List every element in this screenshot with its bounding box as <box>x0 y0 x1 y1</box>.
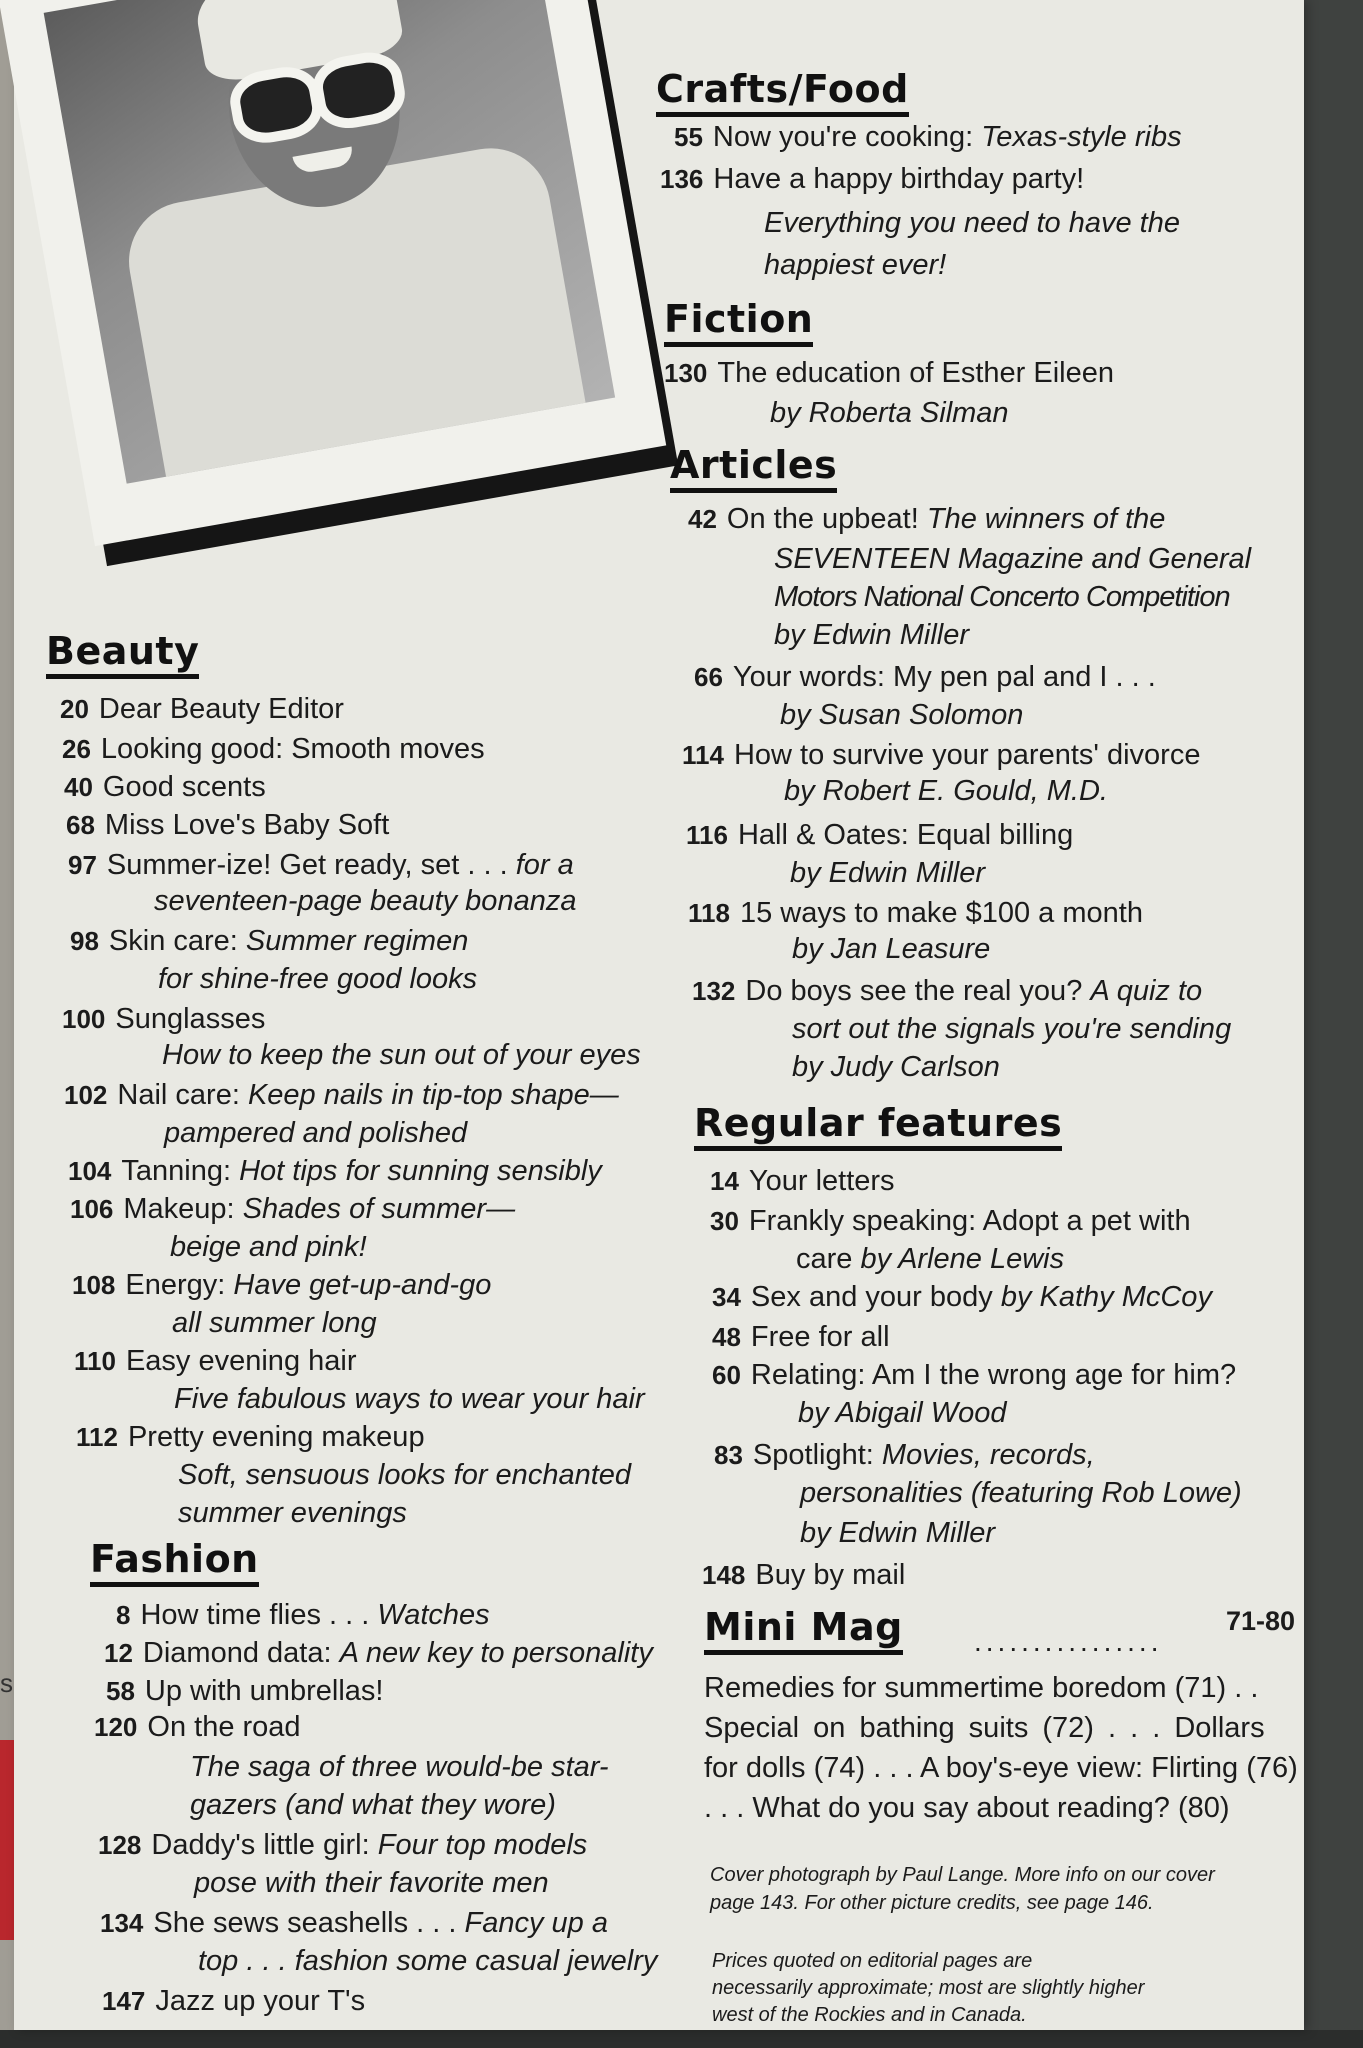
page-number: 147 <box>102 1986 146 2016</box>
mini-mag-line: for dolls (74) . . . A boy's-eye view: Flirting (76) <box>704 1752 1298 1784</box>
entry-desc: Have get-up-and-go <box>233 1269 492 1301</box>
entry-author: by Judy Carlson <box>792 1051 1000 1083</box>
leader-dots: ................ <box>974 1626 1163 1657</box>
toc-entry[interactable] <box>702 1556 905 1594</box>
entry-desc: Five fabulous ways to wear your hair <box>174 1383 645 1415</box>
cover-credit: Cover photograph by Paul Lange. More info on our cover <box>710 1864 1215 1886</box>
entry-title: Now you're cooking: <box>712 121 982 153</box>
page-number: 97 <box>68 850 97 880</box>
entry-title: Your letters <box>748 1165 895 1197</box>
entry-desc: Soft, sensuous looks for enchanted <box>178 1459 632 1491</box>
page-number: 12 <box>104 1638 133 1668</box>
entry-desc: summer evenings <box>178 1497 407 1529</box>
entry-desc: for a <box>515 849 574 881</box>
adjacent-page-edge <box>0 0 14 2048</box>
page-number: 8 <box>116 1600 131 1630</box>
entry-title-continued: care <box>796 1243 861 1275</box>
toc-entry[interactable] <box>692 972 1202 1010</box>
toc-entry[interactable] <box>682 736 1200 774</box>
page-number: 110 <box>74 1346 116 1376</box>
stray-letter: s <box>0 1668 13 1698</box>
toc-entry[interactable] <box>712 1356 1236 1394</box>
toc-entry[interactable] <box>712 1278 1212 1316</box>
entry-desc: top . . . fashion some casual jewelry <box>198 1945 658 1977</box>
entry-title: On the upbeat! <box>726 503 927 535</box>
toc-entry[interactable] <box>116 1596 490 1634</box>
page-number: 112 <box>76 1422 118 1452</box>
entry-desc: Texas-style ribs <box>981 121 1182 153</box>
toc-entry[interactable] <box>70 922 468 960</box>
entry-title: How to survive your parents' divorce <box>733 739 1201 771</box>
page-number: 102 <box>64 1080 108 1110</box>
entry-desc: Motors National Concerto Competition <box>774 581 1230 613</box>
toc-entry[interactable] <box>674 118 1182 156</box>
entry-continuation <box>796 1240 1064 1278</box>
entry-title: Good scents <box>102 771 266 803</box>
page-number: 34 <box>712 1282 741 1312</box>
page-number: 14 <box>710 1166 739 1196</box>
mini-mag-pages: 71-80 <box>1226 1606 1296 1636</box>
entry-desc: pose with their favorite men <box>194 1867 549 1899</box>
entry-desc: How to keep the sun out of your eyes <box>162 1039 641 1071</box>
toc-entry[interactable] <box>76 1418 425 1456</box>
entry-desc: happiest ever! <box>764 249 947 281</box>
page-number: 26 <box>62 734 91 764</box>
toc-entry[interactable] <box>710 1202 1191 1240</box>
entry-desc: Watches <box>377 1599 490 1631</box>
page-number: 20 <box>60 694 89 724</box>
toc-entry[interactable] <box>710 1162 895 1200</box>
toc-entry[interactable] <box>714 1436 1095 1474</box>
page-number: 66 <box>694 662 723 692</box>
entry-author: by Edwin Miller <box>774 619 969 651</box>
toc-entry[interactable] <box>98 1826 587 1864</box>
toc-entry[interactable] <box>660 160 1084 198</box>
page-number: 58 <box>106 1676 135 1706</box>
entry-author: by Arlene Lewis <box>860 1243 1065 1275</box>
toc-entry[interactable] <box>106 1672 383 1710</box>
heading-fiction: Fiction <box>664 300 813 347</box>
entry-title: Hall & Oates: Equal billing <box>737 819 1074 851</box>
entry-title: Summer-ize! Get ready, set . . . <box>106 849 516 881</box>
cover-photo <box>44 0 615 484</box>
page-number: 118 <box>688 898 730 928</box>
heading-mini-mag: Mini Mag <box>704 1608 903 1655</box>
entry-author: by Jan Leasure <box>792 933 991 965</box>
entry-title: Sex and your body <box>750 1281 1001 1313</box>
page-number: 128 <box>98 1830 142 1860</box>
page-number: 136 <box>660 164 704 194</box>
heading-articles: Articles <box>670 446 837 493</box>
page-number: 42 <box>688 504 717 534</box>
entry-desc: A new key to personality <box>339 1637 653 1669</box>
entry-title: Daddy's little girl: <box>151 1829 378 1861</box>
toc-entry[interactable] <box>694 658 1156 696</box>
toc-entry[interactable] <box>688 500 1165 538</box>
page-edge-shadow <box>1304 0 1363 2048</box>
entry-desc: The winners of the <box>926 503 1166 535</box>
entry-desc: pampered and polished <box>164 1117 468 1149</box>
entry-desc: for shine-free good looks <box>158 963 478 995</box>
entry-title: Pretty evening makeup <box>127 1421 425 1453</box>
page-number: 68 <box>66 810 95 840</box>
toc-entry[interactable] <box>94 1708 301 1746</box>
entry-author: by Edwin Miller <box>800 1517 995 1549</box>
mini-mag-line: . . . What do you say about reading? (80) <box>704 1792 1230 1824</box>
page-number: 134 <box>100 1908 144 1938</box>
toc-entry[interactable] <box>62 730 485 768</box>
entry-desc: SEVENTEEN Magazine and General <box>774 543 1252 575</box>
heading-crafts-food: Crafts/Food <box>656 70 909 117</box>
entry-title: Miss Love's Baby Soft <box>104 809 390 841</box>
entry-desc: seventeen-page beauty bonanza <box>154 885 577 917</box>
entry-author: by Robert E. Gould, M.D. <box>784 775 1108 807</box>
heading-regular-features: Regular features <box>694 1104 1062 1151</box>
entry-desc: gazers (and what they wore) <box>190 1789 556 1821</box>
page-number: 130 <box>664 358 708 388</box>
entry-title: Your words: My pen pal and I . . . <box>732 661 1156 693</box>
toc-entry[interactable] <box>664 354 1114 392</box>
entry-title: Diamond data: <box>142 1637 340 1669</box>
entry-title: Skin care: <box>108 925 246 957</box>
mini-mag-line: Special on bathing suits (72) . . . Dollars <box>704 1712 1265 1744</box>
toc-entry[interactable] <box>68 1152 602 1190</box>
toc-entry[interactable] <box>66 806 389 844</box>
page-number: 116 <box>686 820 728 850</box>
entry-author: by Kathy McCoy <box>1000 1281 1212 1313</box>
entry-author: by Edwin Miller <box>790 857 985 889</box>
entry-title: Sunglasses <box>115 1003 266 1035</box>
entry-desc: Fancy up a <box>464 1907 608 1939</box>
entry-desc: Everything you need to have the <box>764 207 1180 239</box>
entry-desc: sort out the signals you're sending <box>792 1013 1232 1045</box>
page-number: 48 <box>712 1322 741 1352</box>
entry-title: Spotlight: <box>752 1439 882 1471</box>
entry-title: 15 ways to make $100 a month <box>739 897 1143 929</box>
price-note: necessarily approximate; most are slightly higher <box>712 1977 1145 1999</box>
entry-title: Easy evening hair <box>125 1345 357 1377</box>
price-note: Prices quoted on editorial pages are <box>712 1950 1033 1972</box>
entry-title: Up with umbrellas! <box>144 1675 384 1707</box>
toc-entry[interactable] <box>104 1634 653 1672</box>
page-number: 100 <box>62 1004 106 1034</box>
entry-desc: personalities (featuring Rob Lowe) <box>800 1477 1242 1509</box>
entry-title: Free for all <box>750 1321 890 1353</box>
entry-title: Looking good: Smooth moves <box>100 733 485 765</box>
cover-credit: page 143. For other picture credits, see page 146. <box>710 1892 1154 1914</box>
toc-entry[interactable] <box>60 690 344 728</box>
page-number: 114 <box>682 740 724 770</box>
page-number: 120 <box>94 1712 138 1742</box>
entry-desc: Hot tips for sunning sensibly <box>239 1155 602 1187</box>
entry-desc: Keep nails in tip-top shape— <box>247 1079 619 1111</box>
page-number: 106 <box>70 1194 114 1224</box>
toc-entry[interactable] <box>64 1076 619 1114</box>
entry-desc: beige and pink! <box>170 1231 367 1263</box>
toc-entry[interactable] <box>74 1342 356 1380</box>
red-cover-sliver <box>0 1740 14 1940</box>
toc-entry[interactable] <box>68 846 574 884</box>
toc-entry[interactable] <box>712 1318 890 1356</box>
entry-title: How time flies . . . <box>140 1599 378 1631</box>
toc-entry[interactable] <box>64 768 266 806</box>
entry-desc: Summer regimen <box>245 925 469 957</box>
page-number: 98 <box>70 926 99 956</box>
page-number: 55 <box>674 122 703 152</box>
entry-title: Frankly speaking: Adopt a pet with <box>748 1205 1191 1237</box>
entry-title: Nail care: <box>117 1079 248 1111</box>
heading-beauty: Beauty <box>46 632 199 679</box>
page-number: 132 <box>692 976 736 1006</box>
entry-title: On the road <box>147 1711 301 1743</box>
entry-title: Buy by mail <box>755 1559 906 1591</box>
page-number: 60 <box>712 1360 741 1390</box>
page-number: 30 <box>710 1206 739 1236</box>
heading-fashion: Fashion <box>90 1540 259 1587</box>
magazine-page <box>14 0 1304 2030</box>
entry-desc: The saga of three would-be star- <box>190 1751 609 1783</box>
page-number: 104 <box>68 1156 112 1186</box>
toc-entry[interactable] <box>70 1190 515 1228</box>
entry-title: Makeup: <box>123 1193 243 1225</box>
page-number: 83 <box>714 1440 743 1470</box>
entry-title: Jazz up your T's <box>155 1985 366 2017</box>
entry-author: by Roberta Silman <box>770 397 1009 429</box>
page-number: 40 <box>64 772 93 802</box>
entry-title: Relating: Am I the wrong age for him? <box>750 1359 1237 1391</box>
entry-title: Energy: <box>125 1269 234 1301</box>
toc-entry[interactable] <box>102 1982 365 2020</box>
page-number: 108 <box>72 1270 116 1300</box>
entry-desc: Four top models <box>377 1829 588 1861</box>
entry-title: Have a happy birthday party! <box>713 163 1085 195</box>
price-note: west of the Rockies and in Canada. <box>712 2004 1027 2026</box>
entry-author: by Susan Solomon <box>780 699 1024 731</box>
entry-title: Tanning: <box>121 1155 240 1187</box>
mini-mag-line: Remedies for summertime boredom (71) . . <box>704 1672 1259 1704</box>
entry-title: The education of Esther Eileen <box>717 357 1114 389</box>
entry-title: She sews seashells . . . <box>153 1907 465 1939</box>
entry-title: Dear Beauty Editor <box>98 693 344 725</box>
entry-desc: all summer long <box>172 1307 377 1339</box>
page-bottom-shadow <box>0 2030 1363 2048</box>
entry-desc: Movies, records, <box>881 1439 1095 1471</box>
toc-entry[interactable] <box>62 1000 265 1038</box>
entry-author: by Abigail Wood <box>798 1397 1007 1429</box>
toc-entry[interactable] <box>686 816 1073 854</box>
entry-desc: A quiz to <box>1090 975 1203 1007</box>
toc-entry[interactable] <box>688 894 1143 932</box>
toc-entry[interactable] <box>72 1266 491 1304</box>
entry-title: Do boys see the real you? <box>745 975 1091 1007</box>
entry-desc: Shades of summer— <box>242 1193 516 1225</box>
page-number: 148 <box>702 1560 746 1590</box>
toc-entry[interactable] <box>100 1904 608 1942</box>
